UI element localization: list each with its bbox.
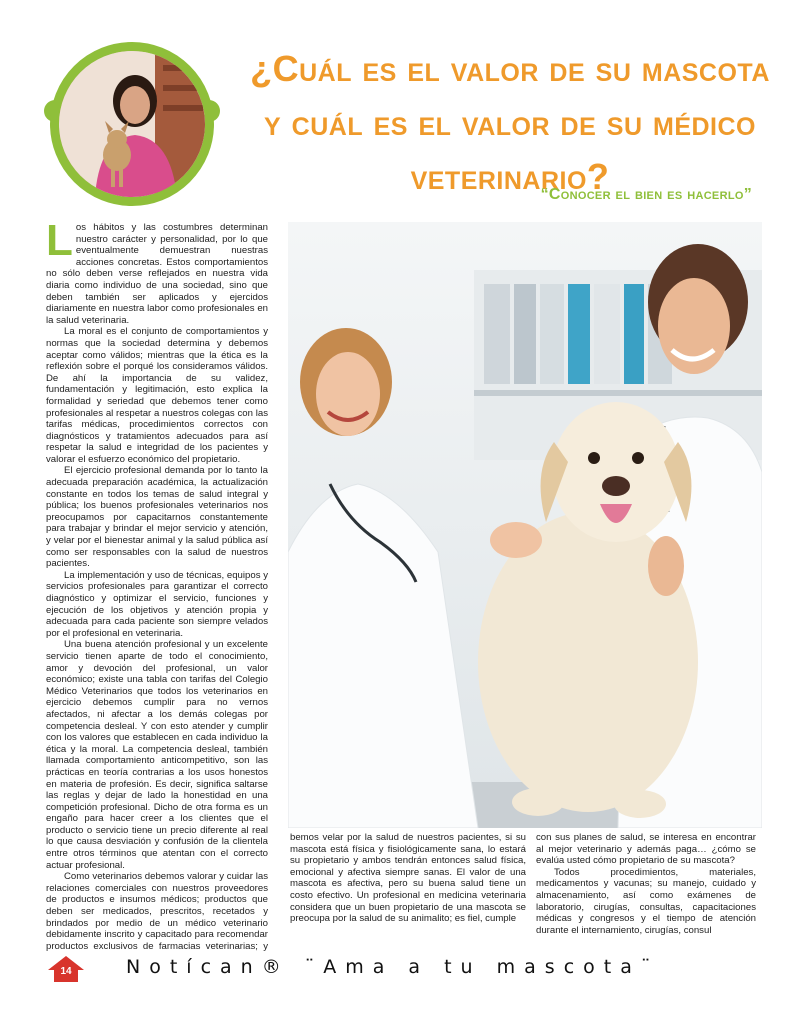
article-paragraph xyxy=(46,222,268,326)
article-title: ¿Cuál es el valor de su mascota y cuál es el valor de su médico veterinario? xyxy=(250,48,770,197)
article-paragraph: La implementación y uso de técnicas, equipos y servicios profesionales para garantizar el correcto diagnóstico y optimizar el servicio, funciones y ejecución de los objetivos y atención propia y adecuada para cada paciente son siempre velados por el profesional en veterinaria. xyxy=(46,569,268,639)
author-photo xyxy=(44,38,220,206)
page-footer xyxy=(46,950,762,990)
article-paragraph: El ejercicio profesional demanda por lo tanto la adecuada preparación académica, la actualización constante en todos los temas de salud integral y pública; los buenos profesionales veterinarios nos preocupamos por capacitarnos constantemente para trabajar y brindar el mejor servicio y atención, y velar por el bienestar animal y la salud pública así como ser responsables con la salud de nuestros pacientes. xyxy=(46,465,268,570)
page-number: 14 xyxy=(60,966,72,977)
paragraph-text: os hábitos y las costumbres determinan nuestro carácter y personalidad, por lo que eventualmente demuestran nuestras acciones concretas. Estos comportamientos no sólo deben verse reflejados en nuestra vida diaria como individuo de una sociedad, sino que deben también ser aplicados y ejercidos diariamente en nuestra labor como profesionales en la salud veterinaria. xyxy=(46,222,268,326)
drop-cap: L xyxy=(46,222,73,265)
article-paragraph: con sus planes de salud, se interesa en encontrar al mejor veterinario y además paga… ¿cómo se evalúa usted cómo propietario de su mascota? xyxy=(536,832,756,867)
hero-illustration xyxy=(288,222,762,828)
article-paragraph: La moral es el conjunto de comportamientos y normas que la sociedad determina y debemos aceptar como válidos; mientras que la ética es la reflexión sobre el porqué los consideramos válidos. De ahí la importancia de su validez, fundamentación y legitimación, esto explica la formalidad y seriedad que debemos tener como profesionales al respetar a nuestros colegas con las tarifas médicas, procedimientos correctos con diagnósticos y tratamientos adecuados para así respetar la salud e integridad de los pacientes y valorar el esfuerzo económico del propietario. xyxy=(46,326,268,465)
article-paragraph: Una buena atención profesional y un excelente servicio tienen aparte de todo el conocimiento, amor y devoción del profesional, un valor económico; existe una tabla con tarifas del Colegio Médico Veterinarios que todos los veterinarios en ejercicio debemos cumplir para no vernos afectados, ni afectar a los demás colegas por competencia desleal. Y con esto atender y cumplir con los valores que establecen en cada individuo la ética y la moral. La competencia desleal, también llamada comportamiento anticompetitivo, son las prácticas en teoría contrarias a los usos honestos en materia de profesión. Es decir, significa saltarse las reglas y dejar de lado la honestidad en una competición profesional. Dicho de otra forma es un engaño para hacer creer a los clientes que el producto o servicio tiene un precio diferente al real lo que causa desviación y confusión de la clientela entre otros términos que atentan con el correcto actuar profesional. xyxy=(46,639,268,871)
hero-photo-veterinarians-with-dog xyxy=(288,222,762,828)
article-paragraph: bemos velar por la salud de nuestros pacientes, si su mascota está física y fisiológicamente sana, lo estará su propietario y ambos tendrán entonces salud física, emocional y afectiva siempre sanas. El valor de una mascota es afectiva, pero su buena salud tiene un costo efectivo. Un profesional en medicina veterinaria considera que un buen propietario de una mascota se preocupa por la salud de su animalito; es fiel, cumple xyxy=(290,832,526,925)
page-number-badge xyxy=(46,954,86,984)
article-column-3 xyxy=(536,832,756,952)
article-column-1 xyxy=(46,222,268,952)
article-paragraph: Como veterinarios debemos valorar y cuidar las relaciones comerciales con nuestros proveedores de productos e insumos médicos; productos que deben ser medicados, prescritos, recetados y brindados por medio de un médico veterinario debidamente inscrito y capacitado para recomendar productos exclusivos de farmacias veterinarias; y xyxy=(46,871,268,952)
portrait-illustration xyxy=(59,51,205,197)
article-paragraph: Todos procedimientos, materiales, medicamentos y vacunas; su manejo, cuidado y almacenamiento, así como exámenes de laboratorio, cirugías, consultas, capacitaciones médicas y congresos y el tiempo de atención durante el internamiento, cirugías, consul xyxy=(536,866,756,936)
footer-text: Notícan® ¨Ama a tu mascota¨ xyxy=(126,956,660,978)
article-subtitle: “Conocer el bien es hacerlo” xyxy=(540,186,752,203)
author-portrait xyxy=(50,42,214,206)
article-column-2 xyxy=(290,832,526,952)
